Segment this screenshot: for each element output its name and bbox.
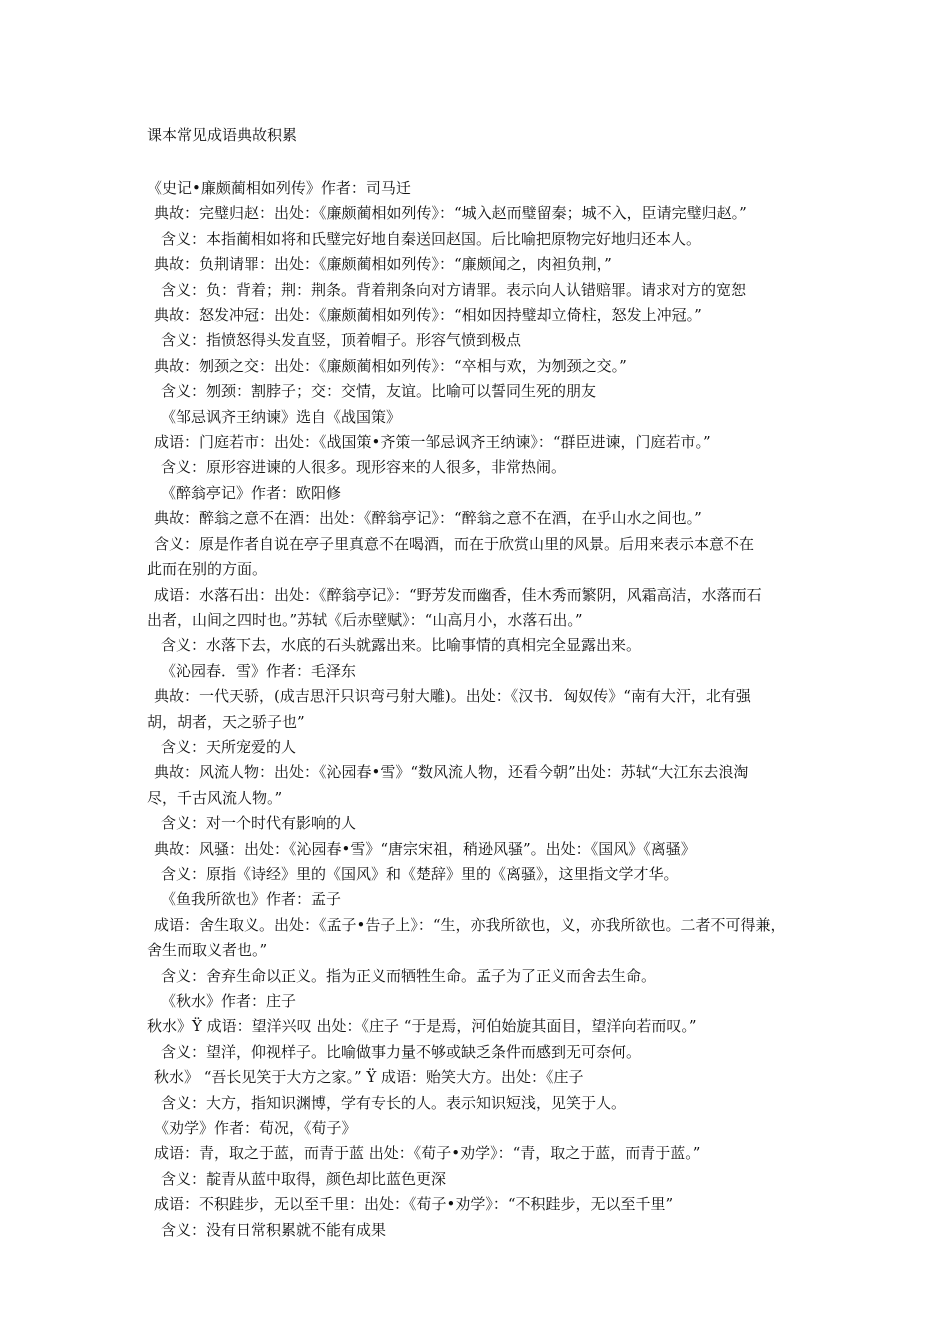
text-line: 《秋水》作者：庄子 (161, 992, 297, 1010)
text-line: 含义：天所宠爱的人 (161, 737, 297, 756)
text-line: 含义：负：背着；荆：荆条。背着荆条向对方请罪。表示向人认错赔罪。请求对方的宽恕 (161, 280, 747, 299)
document-body (147, 176, 812, 1243)
text-line: 含义：水落下去，水底的石头就露出来。比喻事情的真相完全显露出来。 (161, 636, 642, 655)
text-line: 典故：刎颈之交：出处：《廉颇蔺相如列传》：“卒相与欢，为刎颈之交。” (154, 356, 627, 375)
text-line: 含义：刎颈：割脖子；交：交情，友谊。比喻可以誓同生死的朋友 (161, 382, 597, 401)
text-line: 尽，千古风流人物。” (147, 788, 283, 807)
text-line: 成语：水落石出：出处：《醉翁亭记》：“野芳发而幽香，佳木秀而繁阴，风霜高洁，水落而石 (154, 585, 762, 604)
page-title: 课本常见成语典故积累 (147, 126, 298, 144)
text-line: 典故：醉翁之意不在酒：出处：《醉翁亭记》：“醉翁之意不在酒，在乎山水之间也。” (154, 509, 702, 528)
text-line: 含义：原是作者自说在亭子里真意不在喝酒，而在于欣赏山里的风景。后用来表示本意不在 (154, 534, 755, 553)
text-line: 典故：负荆请罪：出处：《廉颇蔺相如列传》：“廉颇闻之，肉袒负荆，” (154, 255, 612, 274)
text-line: 含义：大方，指知识渊博，学有专长的人。表示知识短浅，见笑于人。 (161, 1093, 627, 1112)
text-line: 典故：完璧归赵：出处：《廉颇蔺相如列传》：“城入赵而璧留秦；城不入，臣请完璧归赵。” (154, 204, 747, 223)
text-line: 典故：风流人物：出处：《沁园春•雪》“数风流人物，还看今朝”出处：苏轼“大江东去浪淘 (154, 763, 749, 782)
text-line: 《史记•廉颇蔺相如列传》作者：司马迁 (147, 179, 411, 197)
text-line: 出者，山间之四时也。”苏轼《后赤壁赋》：“山高月小，水落石出。” (147, 610, 583, 629)
text-line: 含义：原指《诗经》里的《国风》和《楚辞》里的《离骚》，这里指文学才华。 (161, 864, 679, 883)
text-line: 含义：原形容进谏的人很多。现形容来的人很多，非常热闹。 (161, 458, 567, 477)
text-line: 《邹忌讽齐王纳谏》选自《战国策》 (161, 407, 402, 426)
text-line: 典故：怒发冲冠：出处：《廉颇蔺相如列传》：“相如因持璧却立倚柱，怒发上冲冠。” (154, 306, 702, 325)
text-line: 含义：本指蔺相如将和氏璧完好地自秦送回赵国。后比喻把原物完好地归还本人。 (161, 229, 702, 248)
text-line: 舍生而取义者也。” (147, 941, 268, 960)
text-line: 含义：舍弃生命以正义。指为正义而牺牲生命。孟子为了正义而舍去生命。 (161, 966, 657, 985)
text-line: 成语：门庭若市：出处：《战国策•齐策一邹忌讽齐王纳谏》：“群臣进谏，门庭若市。” (154, 433, 711, 452)
text-line: 成语：青，取之于蓝，而青于蓝 出处：《荀子•劝学》：“青，取之于蓝，而青于蓝。” (154, 1144, 701, 1163)
text-line: 此而在别的方面。 (147, 560, 268, 579)
text-line: 含义：望洋，仰视样子。比喻做事力量不够或缺乏条件而感到无可奈何。 (161, 1042, 642, 1061)
text-line: 《鱼我所欲也》作者：孟子 (161, 890, 342, 909)
text-line: 含义：对一个时代有影响的人 (161, 814, 357, 833)
text-line: 典故：风骚：出处：《沁园春•雪》“唐宗宋祖，稍逊风骚”。出处：《国风》《离骚》 (154, 839, 696, 858)
text-line: 《沁园春．雪》作者：毛泽东 (161, 661, 357, 680)
text-line: 《劝学》作者：荀况，《荀子》 (154, 1119, 357, 1138)
text-line: 胡，胡者，天之骄子也” (147, 712, 305, 731)
text-line: 秋水》 “吾长见笑于大方之家。” Ÿ 成语：贻笑大方。出处：《庄子 (154, 1068, 584, 1087)
text-line: 典故：一代天骄，(成吉思汗只识弯弓射大雕)。出处：《汉书．匈奴传》“南有大汗，北有强 (154, 687, 751, 706)
text-line: 成语：不积跬步，无以至千里：出处：《荀子•劝学》：“不积跬步，无以至千里” (154, 1195, 674, 1214)
text-line: 含义：指愤怒得头发直竖，顶着帽子。形容气愤到极点 (161, 331, 522, 350)
text-line: 秋水》Ÿ 成语：望洋兴叹 出处：《庄子 “于是焉，河伯始旋其面目，望洋向若而叹。” (147, 1017, 697, 1036)
text-line: 《醉翁亭记》作者：欧阳修 (161, 483, 342, 502)
text-line: 含义：靛青从蓝中取得，颜色却比蓝色更深 (161, 1169, 447, 1188)
text-line: 含义：没有日常积累就不能有成果 (161, 1220, 387, 1239)
text-line: 成语：舍生取义。出处：《孟子•告子上》：“生，亦我所欲也，义，亦我所欲也。二者不可得兼， (154, 915, 786, 934)
